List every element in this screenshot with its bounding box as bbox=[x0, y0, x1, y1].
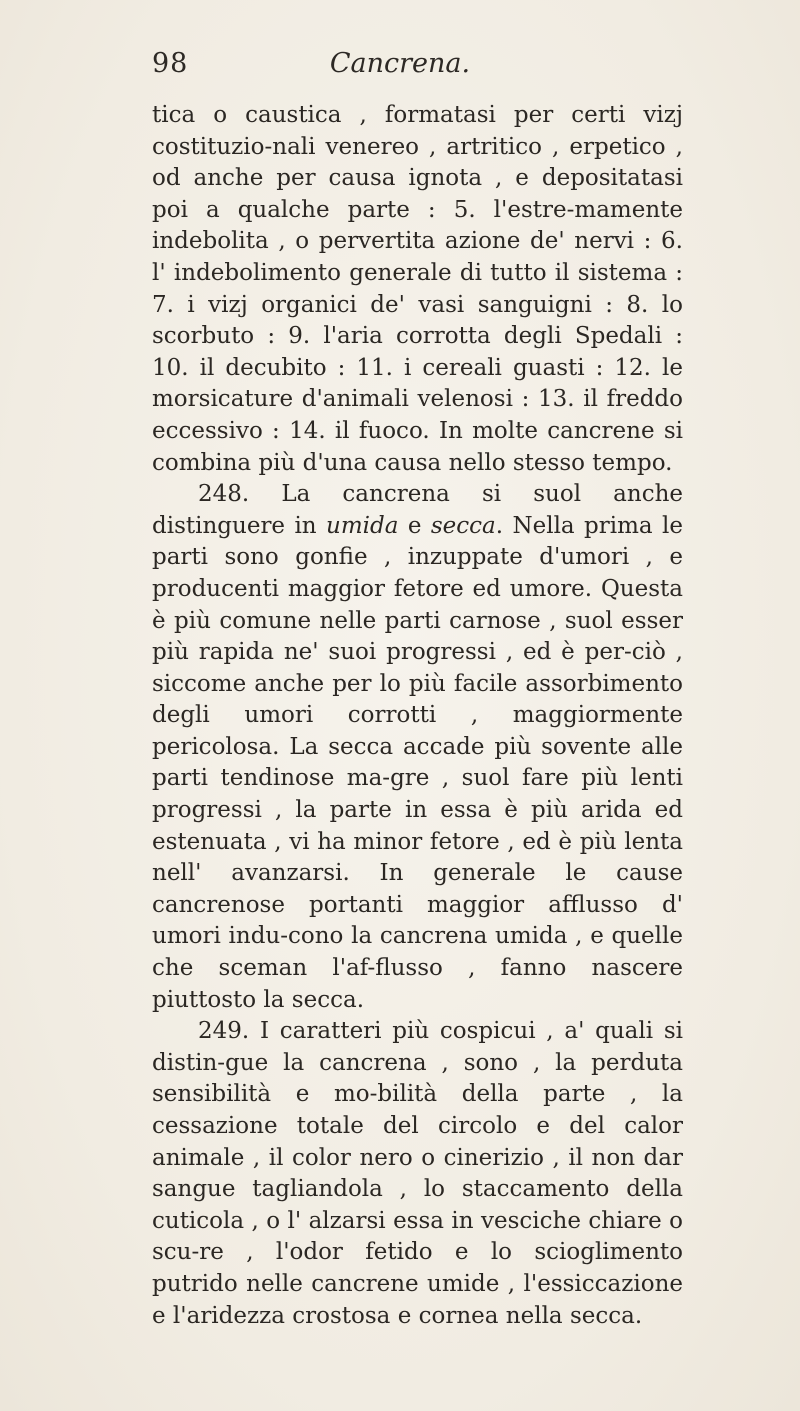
running-title: Cancrena. bbox=[329, 48, 471, 79]
italic-term-secca: secca bbox=[430, 512, 496, 539]
paragraph-248 bbox=[152, 479, 683, 1016]
page-body bbox=[152, 100, 683, 1332]
page-number: 98 bbox=[152, 48, 189, 79]
text-run: e bbox=[398, 512, 431, 539]
text-run: 249. I caratteri più cospicui , a' quali si distin-gue la cancrena , sono , la perduta sensibilità e mo-bilità della parte , la cessazione totale del circolo e del calor animale , il color nero o cinerizio , il non dar sangue tagliandola , lo staccamento della cuticola , o l' alzarsi essa in vesciche chiare o scu-re , l'odor fetido e lo scioglimento putrido nelle cancrene umide , l'essiccazione e l'aridezza crostosa e cornea nella secca. bbox=[152, 1018, 683, 1329]
text-run: 248. La cancrena si suol anche distinguere in bbox=[152, 481, 683, 539]
paragraph-249 bbox=[152, 1016, 683, 1332]
paragraph-continuation bbox=[152, 100, 683, 479]
text-run: . Nella prima le parti sono gonfie , inzuppate d'umori , e producenti maggior fetore ed umore. Questa è più comune nelle parti carnose , suol esser più rapida ne' suoi progressi , ed è per-ciò , siccome anche per lo più facile assorbimento degli umori corrotti , maggiormente pericolosa. La secca accade più sovente alle parti tendinose ma-gre , suol fare più lenti progressi , la parte in essa è più arida ed estenuata , vi ha minor fetore , ed è più lenta nell' avanzarsi. In generale le cause cancrenose portanti maggior afflusso d' umori indu-cono la cancrena umida , e quelle che sceman l'af-flusso , fanno nascere piuttosto la secca. bbox=[152, 512, 684, 1013]
page-header bbox=[138, 48, 662, 88]
text-run: tica o caustica , formatasi per certi vizj costituzio-nali venereo , artritico , erpetico , od anche per causa ignota , e depositatasi poi a qualche parte : 5. l'estre-mamente indebolita , o pervertita azione de' nervi : 6. l' indebolimento generale di tutto il sistema : 7. i vizj organici de' vasi sanguigni : 8. lo scorbuto : 9. l'aria corrotta degli Spedali : 10. il decubito : 11. i cereali guasti : 12. le morsicature d'animali velenosi : 13. il freddo eccessivo : 14. il fuoco. In molte cancrene si combina più d'una causa nello stesso tempo. bbox=[152, 102, 683, 476]
italic-term-umida: umida bbox=[326, 512, 399, 539]
